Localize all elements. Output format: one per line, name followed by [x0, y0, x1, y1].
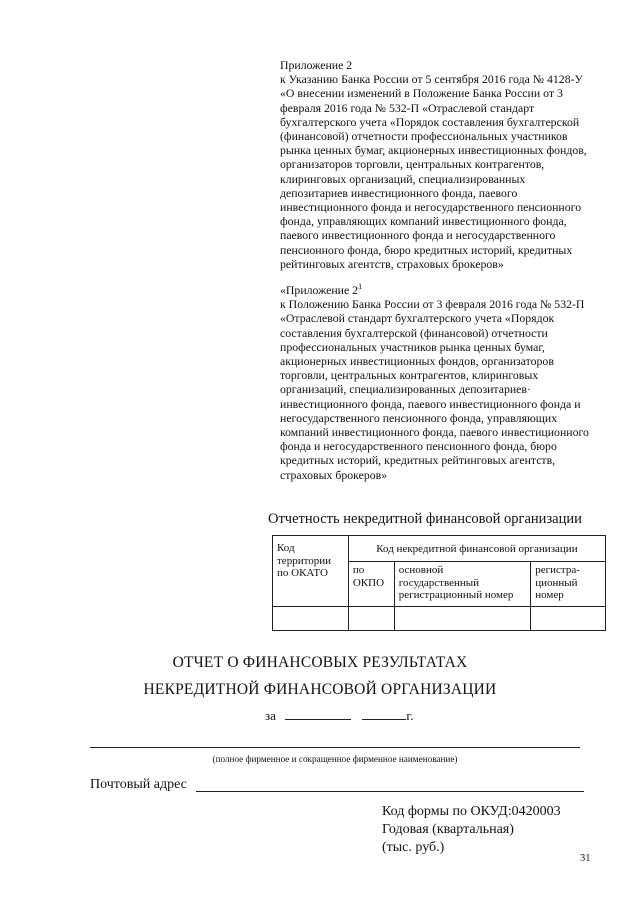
org-code-header: Код некредитной финансовой организации	[348, 536, 605, 562]
appendix-2-1-line: кредитных историй, кредитных рейтинговых агентств,	[280, 453, 556, 468]
appendix-2-1-heading: «Приложение $2^1$	[280, 282, 363, 297]
appendix-2-1-line: «Отраслевой стандарт бухгалтерского учета «Порядок	[280, 311, 555, 326]
heading-superscript: 1	[358, 282, 363, 291]
appendix-2-line: организаторов торговли, центральных контрагентов,	[280, 157, 545, 172]
appendix-2-1-line: компаний инвестиционного фонда, паевого инвестиционного	[280, 424, 589, 439]
appendix-2-line: рейтинговых агентств, страховых брокеров»	[280, 256, 504, 271]
appendix-2-1-line: негосударственного пенсионного фонда, управляющих	[280, 410, 558, 425]
appendix-2-line: бухгалтерского учета «Порядок составления бухгалтерской	[280, 114, 580, 129]
appendix-2-1-line: профессиональных участников рынка ценных бумаг,	[280, 339, 545, 354]
appendix-2-heading: Приложение 2	[280, 58, 353, 72]
appendix-2-1-line: страховых брокеров»	[280, 467, 388, 482]
appendix-2-1-line: организаций, специализированных депозитариев·	[280, 382, 531, 397]
appendix-2-line: фонда, управляющих компаний инвестиционного фонда,	[280, 214, 567, 229]
appendix-2-1-line: акционерных инвестиционных фондов, организаторов	[280, 353, 554, 368]
ogrn-header: основной государственный регистрационный номер	[394, 562, 530, 606]
report-title-line-2: НЕКРЕДИТНОЙ ФИНАНСОВОЙ ОРГАНИЗАЦИИ	[143, 681, 497, 698]
postal-address-line[interactable]	[196, 791, 584, 792]
period-blank-2[interactable]	[362, 708, 406, 720]
appendix-2-line: клиринговых организаций, специализированных	[280, 171, 526, 186]
period-prefix: за	[265, 708, 276, 723]
appendix-2-line: паевого инвестиционного фонда и негосударственного	[280, 228, 556, 243]
appendix-2-1-line: составления бухгалтерской (финансовой) отчетности	[280, 325, 548, 340]
ogrn-cell[interactable]	[394, 606, 530, 630]
territory-code-header: Код территории по ОКАТО	[273, 536, 349, 607]
period-blank-1[interactable]	[285, 708, 351, 720]
appendix-2-1-block	[280, 280, 610, 482]
form-code: Код формы по ОКУД:0420003	[382, 804, 561, 819]
appendix-2-line: (финансовой) отчетности профессиональных участников	[280, 129, 568, 144]
report-type: Годовая (квартальная)	[382, 822, 514, 837]
reg-number-header: регистра- ционный номер	[531, 562, 606, 606]
okpo-header: по ОКПО	[348, 562, 394, 606]
report-org-title: Отчетность некредитной финансовой организации	[268, 511, 582, 527]
appendix-2-line: рынка ценных бумаг, акционерных инвестиционных фондов,	[280, 143, 587, 158]
appendix-2-1-line: фонда и негосударственного пенсионного фонда, бюро	[280, 439, 557, 454]
appendix-2-line: депозитариев инвестиционного фонда, паевого	[280, 185, 518, 200]
appendix-2-block	[280, 58, 610, 271]
okpo-cell[interactable]	[348, 606, 394, 630]
report-period	[265, 708, 414, 724]
period-suffix: г.	[406, 708, 414, 723]
territory-code-cell[interactable]	[273, 606, 349, 630]
units-label: (тыс. руб.)	[382, 840, 445, 855]
appendix-2-1-line: торговли, центральных контрагентов, клиринговых	[280, 368, 539, 383]
appendix-2-line: пенсионного фонда, бюро кредитных историй, кредитных	[280, 242, 573, 257]
appendix-2-1-line: к Положению Банка России от 3 февраля 2016 года № 532-П	[280, 297, 585, 312]
appendix-2-line: февраля 2016 года № 532-П «Отраслевой стандарт	[280, 100, 535, 115]
reg-number-cell[interactable]	[531, 606, 606, 630]
postal-address-label: Почтовый адрес	[90, 777, 187, 792]
appendix-2-line: к Указанию Банка России от 5 сентября 2016 года № 4128-У	[280, 72, 583, 87]
report-title-line-1: ОТЧЕТ О ФИНАНСОВЫХ РЕЗУЛЬТАТАХ	[172, 654, 468, 671]
organization-name-caption: (полное фирменное и сокращенное фирменное наименование)	[212, 754, 458, 764]
page-number: 31	[580, 853, 591, 864]
codes-table	[272, 535, 606, 631]
appendix-2-line: инвестиционного фонда и негосударственного пенсионного	[280, 200, 582, 215]
appendix-2-1-line: инвестиционного фонда, паевого инвестиционного фонда и	[280, 396, 581, 411]
organization-name-line[interactable]	[90, 747, 580, 748]
appendix-2-line: «О внесении изменений в Положение Банка России от 3	[280, 86, 563, 101]
